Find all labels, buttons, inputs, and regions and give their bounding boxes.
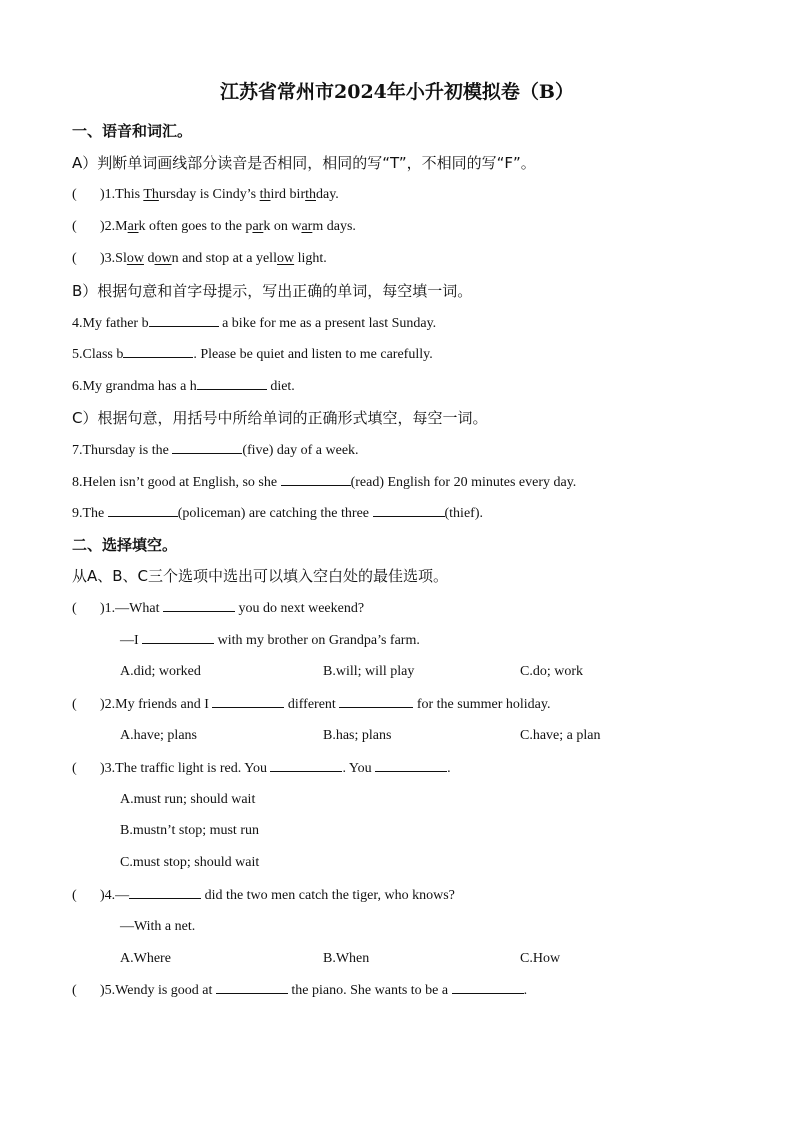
underlined-letters: Th [143,187,159,202]
option-a[interactable]: A.have; plans [120,728,197,743]
question-c9 [72,504,483,523]
answer-blank[interactable] [375,759,447,772]
question-2-4 [72,886,455,905]
text: )1.—What [100,601,163,616]
option-b[interactable]: B.has; plans [323,728,392,743]
text: )5.Wendy is good at [100,983,216,998]
text: you do next weekend? [234,601,365,616]
text: 6.My grandma has a h [72,379,197,394]
underlined-letters: ow [126,251,144,266]
text: k often goes to the p [138,219,253,234]
question-a2 [72,218,356,236]
text: (thief). [444,506,483,521]
question-2-3 [72,759,451,778]
text: n and stop at a yell [171,251,277,266]
option-b[interactable]: B.mustn’t stop; must run [120,823,259,838]
text: —I [120,633,143,648]
option-a[interactable]: A.Where [120,951,171,966]
answer-blank[interactable] [373,504,445,517]
answer-blank[interactable] [123,345,193,358]
text: )2.M [100,219,128,234]
answer-blank[interactable] [172,441,242,454]
text: for the summer holiday. [413,697,551,712]
question-2-5 [72,981,527,1000]
question-2-1 [72,599,364,618]
question-a3 [72,250,327,268]
text: )1.This [100,187,144,202]
answer-blank[interactable] [108,504,178,517]
answer-paren[interactable]: ( [72,601,77,616]
text: . [523,983,528,998]
text: 5.Class b [72,347,124,362]
underlined-letters: th [259,187,271,202]
underlined-letters: th [305,187,316,202]
text: light. [294,251,327,266]
underlined-letters: ow [154,251,172,266]
text: with my brother on Grandpa’s farm. [214,633,420,648]
text: ird bir [270,187,306,202]
text: . Please be quiet and listen to me carefully. [193,347,433,362]
option-c[interactable]: C.How [520,951,561,966]
answer-paren[interactable]: ( [72,219,77,234]
text: ursday is Cindy’s [158,187,260,202]
section-1-heading: 一、语音和词汇。 [72,122,193,140]
answer-blank[interactable] [149,314,219,327]
text: )3.Sl [100,251,127,266]
answer-paren[interactable]: ( [72,251,77,266]
text: (read) English for 20 minutes every day. [350,475,577,490]
text: . [447,761,451,776]
question-a1 [72,186,339,204]
text: (policeman) are catching the three [177,506,373,521]
page-title: 江苏省常州市2024年小升初模拟卷（B） [220,81,574,103]
text: different [284,697,340,712]
underlined-letters: ar [301,219,313,234]
text: 9.The [72,506,108,521]
answer-paren[interactable]: ( [72,761,77,776]
section-2-heading: 二、选择填空。 [72,536,178,554]
answer-blank[interactable] [142,631,214,644]
text: d [143,251,155,266]
text: 7.Thursday is the [72,443,173,458]
option-b[interactable]: B.will; will play [323,664,415,679]
question-b5 [72,345,433,364]
part-c-instruction: C）根据句意，用括号中所给单词的正确形式填空，每空一词。 [72,409,488,427]
text: day. [316,187,339,202]
underlined-letters: ow [276,251,295,266]
text: diet. [266,379,295,394]
question-2-2 [72,695,550,714]
text: )3.The traffic light is red. You [100,761,271,776]
text: 8.Helen isn’t good at English, so she [72,475,281,490]
section-2-instruction: 从A、B、C三个选项中选出可以填入空白处的最佳选项。 [72,567,449,585]
option-c[interactable]: C.must stop; should wait [120,855,260,870]
option-c[interactable]: C.do; work [520,664,583,679]
question-b6 [72,377,295,396]
question-c8 [72,473,576,492]
answer-blank[interactable] [163,599,235,612]
answer-blank[interactable] [216,981,288,994]
text: m days. [312,219,356,234]
option-a[interactable]: A.did; worked [120,664,201,679]
underlined-letters: ar [127,219,139,234]
answer-blank[interactable] [129,886,201,899]
text: )4.— [100,888,130,903]
text: a bike for me as a present last Sunday. [218,316,437,331]
answer-blank[interactable] [339,695,413,708]
question-b4 [72,314,436,333]
answer-paren[interactable]: ( [72,697,77,712]
text: . You [342,761,376,776]
text: did the two men catch the tiger, who knows? [201,888,455,903]
underlined-letters: ar [252,219,264,234]
text: (five) day of a week. [242,443,359,458]
part-a-instruction: A）判断单词画线部分读音是否相同，相同的写“T”，不相同的写“F”。 [72,154,536,172]
answer-paren[interactable]: ( [72,187,77,202]
text: the piano. She wants to be a [287,983,452,998]
text: 4.My father b [72,316,149,331]
option-b[interactable]: B.When [323,951,370,966]
text: k on w [263,219,302,234]
answer-blank[interactable] [197,377,267,390]
answer-blank[interactable] [270,759,342,772]
question-2-4-reply: —With a net. [120,919,196,934]
question-c7 [72,441,359,460]
answer-paren[interactable]: ( [72,888,77,903]
text: )2.My friends and I [100,697,213,712]
answer-paren[interactable]: ( [72,983,77,998]
part-b-instruction: B）根据句意和首字母提示，写出正确的单词，每空填一词。 [72,282,473,300]
answer-blank[interactable] [212,695,284,708]
answer-blank[interactable] [281,473,351,486]
option-a[interactable]: A.must run; should wait [120,792,256,807]
option-c[interactable]: C.have; a plan [520,728,601,743]
answer-blank[interactable] [452,981,524,994]
question-2-1-reply [120,631,420,650]
